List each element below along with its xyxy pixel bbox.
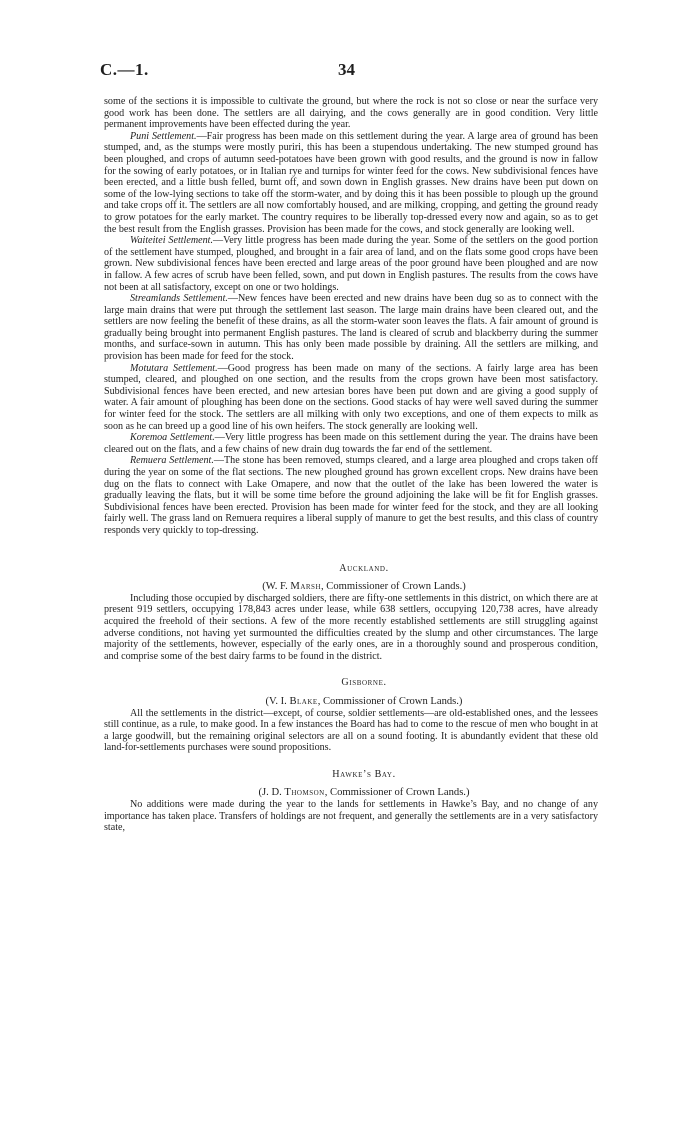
settlement-text-motutara: —Good progress has been made on many of the sections. A fairly large area has been stumped, cleared, and ploughed on one section, and the results from the crops grown have been most satisfactory. Subdivisional fences have been erected, and new artesian bores have been put down and are giving a good supply of water. A fair amount of ploughing has been done on the sections. Good stacks of hay were well saved during the summer for winter feed for the stock. The settlers are all milking with only two exceptions, and one of them expects to milk as soon as he can breed up a good line of his own heifers. The stock generally are looking well.	[104, 362, 598, 432]
settlement-text-waiteitei: —Very little progress has been made during the year. Some of the settlers on the good portion of the settlement have stumped, ploughed, and brought in a fair area of land, and on the flats some good crops have been grown. New subdivisional fences have been erected and large areas of the poor ground have been ploughed and are now in fallow. A few acres of scrub have been felled, sown, and put down in English pastures. The results from the cows have not been at all satisfactory, except on one or two holdings.	[104, 235, 598, 293]
settlement-text-puni: —Fair progress has been made on this settlement during the year. A large area of ground has been stumped, and, as the stumps were mostly puriri, this has been a stupendous undertaking. The new stumped ground has been ploughed, and crops of autumn seed-potatoes have been grown with good results, and the ground is now in fallow for the sowing of early potatoes, or in Italian rye and turnips for winter feed for the cows. New subdivisional fences have been erected, and a little bush felled, burnt off, and sown down in English grasses. New drains have been put down on some of the low-lying sections to take off the storm-water, and by doing this it has been possible to plough up the ground and take crops off it. The settlers are all now comfortably housed, and are milking, cropping, and getting the ground ready to grow potatoes for the early market. The country requires to be liberally top-dressed every now and again, so as to get the best result from the English grasses. Provision has been made for the cows, and stock generally are looking well.	[104, 130, 598, 235]
commissioner-name-gisborne: Blake	[289, 695, 318, 707]
district-heading-auckland: Auckland.	[339, 562, 389, 574]
settlement-name-motutara: Motutara Settlement.	[130, 362, 218, 374]
settlement-text-streamlands: —New fences have been erected and new drains have been dug so as to connect with the large main drains that were put through the settlement last season. The large main drains have been cleared out, and the settlers are now feeling the benefit of these drains, as all the storm-water soon leaves the flats. A fair amount of ground is gradually being brought into permanent English pastures. The land is cleared of scrub and blackberry during the summer months, and surface-sown in autumn. This has only been made possible by draining. All the settlers are milking, and provision has been made for feed for the stock.	[104, 293, 599, 363]
commissioner-line-gisborne	[104, 696, 598, 708]
settlement-name-remuera: Remuera Settlement.	[130, 455, 214, 467]
series-code: C.—1.	[100, 60, 149, 79]
page-body	[104, 96, 598, 834]
paragraph-streamlands	[104, 293, 598, 363]
settlement-name-streamlands: Streamlands Settlement.	[130, 293, 228, 305]
intro-paragraph: some of the sections it is impossible to cultivate the ground, but where the rock is not so close or near the surface very good work has been done. The settlers are all dairying, and the cows generally are in good condition. Very little permanent improvements have been effected during the year.	[104, 96, 598, 131]
settlement-name-koremoa: Koremoa Settlement.	[130, 432, 215, 444]
commissioner-line-auckland	[104, 581, 598, 593]
page-header	[100, 60, 600, 84]
commissioner-initials-hawkes-bay: (J. D.	[258, 787, 285, 799]
settlement-text-koremoa: —Very little progress has been made on this settlement during the year. The drains have been cleared out on the flats, and a few chains of new drain dug towards the far end of the settlement.	[104, 432, 598, 455]
paragraph-puni	[104, 131, 598, 235]
commissioner-line-hawkes-bay	[104, 787, 598, 799]
district-heading-hawkes-bay: Hawke’s Bay.	[332, 768, 396, 780]
commissioner-initials-gisborne: (V. I.	[265, 695, 290, 707]
paragraph-waiteitei	[104, 235, 598, 293]
paragraph-gisborne: All the settlements in the district—except, of course, soldier settlements—are old-established ones, and the lessees still continue, as a rule, to make good. In a few instances the Board has had to come to the rescue of men who bought in at a large goodwill, but the remaining original selectors are all on a sound footing. It is abundantly evident that these old land-for-settlements purchases were sound propositions.	[104, 707, 598, 754]
commissioner-name-hawkes-bay: Thomson	[284, 787, 325, 799]
paragraph-motutara	[104, 363, 598, 433]
settlement-name-puni: Puni Settlement.	[130, 130, 197, 142]
paragraph-koremoa	[104, 432, 598, 455]
settlement-name-waiteitei: Waiteitei Settlement.	[130, 235, 213, 247]
paragraph-hawkes-bay: No additions were made during the year to the lands for settlements in Hawke’s Bay, and no change of any importance has taken place. Transfers of holdings are not frequent, and generally the settlements are in a very satisfactory state,	[104, 799, 598, 834]
commissioner-role-auckland: , Commissioner of Crown Lands.)	[321, 581, 466, 593]
page-number: 34	[338, 60, 355, 79]
commissioner-initials-auckland: (W. F.	[262, 581, 291, 593]
commissioner-role-hawkes-bay: , Commissioner of Crown Lands.)	[324, 787, 470, 799]
district-heading-gisborne: Gisborne.	[341, 677, 387, 689]
paragraph-remuera	[104, 455, 598, 536]
paragraph-auckland: Including those occupied by discharged soldiers, there are fifty-one settlements in this district, on which there are at present 919 settlers, occupying 178,843 acres under lease, while 638 settlers, occupying 120,738 acres, have already acquired the freehold of their sections. A few of the more recently established settlements are still struggling against adverse conditions, not having yet surmounted the difficulties created by the slump and other circumstances. The large majority of the settlements, however, especially of the early ones, are in a thoroughly sound and prosperous condition, and comprise some of the best dairy farms to be found in the district.	[104, 592, 598, 662]
settlement-text-remuera: —The stone has been removed, stumps cleared, and a large area ploughed and crops taken off during the year on some of the flat sections. The new ploughed ground has grown excellent crops. New drains have been dug on the flats to connect with Lake Omapere, and now that the outlet of the lake has been lowered the water is gradually leaving the flats, but it will be some time before the ground adjoining the lake will be fit for English grasses. Subdivisional fences have been erected. Provision has been made for winter feed for the stock, and they are all looking fairly well. The grass land on Remuera requires a liberal supply of manure to get the best results, and this class of country responds very quickly to top-dressing.	[104, 455, 598, 536]
commissioner-name-auckland: Marsh	[290, 581, 321, 593]
commissioner-role-gisborne: , Commissioner of Crown Lands.)	[317, 695, 463, 707]
